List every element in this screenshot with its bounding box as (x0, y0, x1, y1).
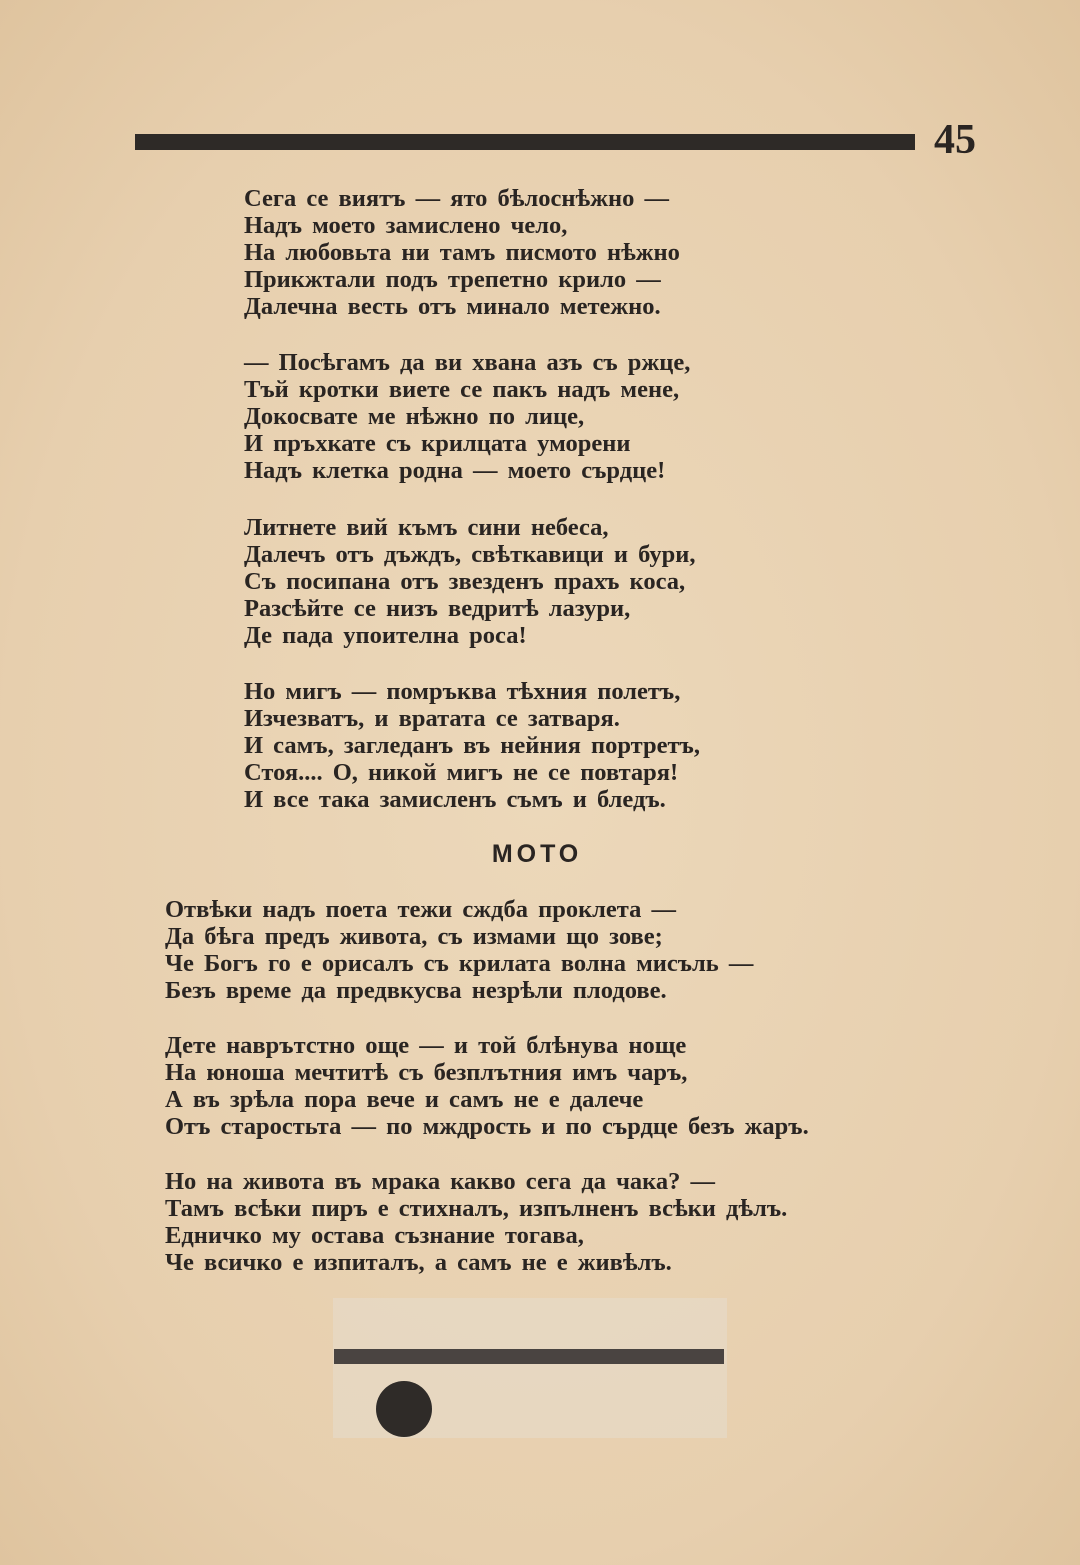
verse-line: Тъй кротки виете се пакъ надъ мене, (244, 376, 680, 403)
poem1-stanza-4 (244, 678, 700, 813)
verse-line: Литнете вий къмъ сини небеса, (244, 514, 609, 541)
verse-line: Надъ клетка родна — моето сърдце! (244, 457, 666, 484)
verse-line: Но мигъ — помръква тѣхния полетъ, (244, 678, 681, 705)
verse-line: Съ посипана отъ звезденъ прахъ коса, (244, 568, 686, 595)
verse-line: Да бѣга предъ живота, съ измами що зове; (165, 923, 663, 950)
header-rule (135, 134, 915, 150)
verse-line: Дете наврътстно още — и той блѣнува нощe (165, 1032, 687, 1059)
poem1-stanza-1 (244, 185, 680, 320)
verse-line: А въ зрѣла пора вече и самъ не е далече (165, 1086, 644, 1113)
verse-line: Отъ старостьта — по мждрость и по сърдце безъ жаръ. (165, 1113, 809, 1140)
verse-line: Далечна весть отъ минало метежно. (244, 293, 661, 320)
verse-line: И самъ, загледанъ въ нейния портретъ, (244, 732, 700, 759)
verse-line: Отвѣки надъ поета тежи сждба проклета — (165, 896, 677, 923)
verse-line: На любовьта ни тамъ писмото нѣжно (244, 239, 680, 266)
verse-line: — Посѣгамъ да ви хвана азъ съ ржце, (244, 349, 691, 376)
verse-line: Изчезватъ, и вратата се затваря. (244, 705, 620, 732)
verse-line: Разсѣйте се низъ ведритѣ лазури, (244, 595, 631, 622)
page-number: 45 (934, 117, 976, 163)
poem2-stanza-1 (165, 896, 753, 1004)
verse-line: Прикжтали подъ трепетно крило — (244, 266, 661, 293)
verse-line: Надъ моето замислено чело, (244, 212, 568, 239)
verse-line: Стоя.... О, никой мигъ не се повтаря! (244, 759, 679, 786)
verse-line: Сега се виятъ — ято бѣлоснѣжно — (244, 185, 669, 212)
verse-line: Едничко му остава съзнание тогава, (165, 1222, 584, 1249)
footer-rule (334, 1349, 724, 1364)
verse-line: На юноша мечтитѣ съ безплътния имъ чаръ, (165, 1059, 688, 1086)
verse-line: И все така замисленъ съмъ и бледъ. (244, 786, 666, 813)
verse-line: Че всичко е изпиталъ, а самъ не е живѣлъ. (165, 1249, 672, 1276)
verse-line: Но на живота въ мрака какво сега да чака? — (165, 1168, 716, 1195)
poem1-stanza-3 (244, 514, 696, 649)
circle-ornament-icon (376, 1381, 432, 1437)
verse-line: Де пада упоителна роса! (244, 622, 527, 649)
verse-line: Че Богъ го е орисалъ съ крилата волна мисъль — (165, 950, 754, 977)
verse-line: Тамъ всѣки пиръ е стихналъ, изпълненъ всѣки дѣлъ. (165, 1195, 788, 1222)
poem2-stanza-3 (165, 1168, 787, 1276)
poem-title: МОТО (491, 840, 583, 868)
verse-line: Далечъ отъ дъждъ, свѣткавици и бури, (244, 541, 696, 568)
verse-line: И пръхкате съ крилцата уморени (244, 430, 631, 457)
poem1-stanza-2 (244, 349, 690, 484)
verse-line: Докосвате ме нѣжно по лице, (244, 403, 585, 430)
poem2-stanza-2 (165, 1032, 809, 1140)
verse-line: Безъ време да предвкусва незрѣли плодове. (165, 977, 667, 1004)
